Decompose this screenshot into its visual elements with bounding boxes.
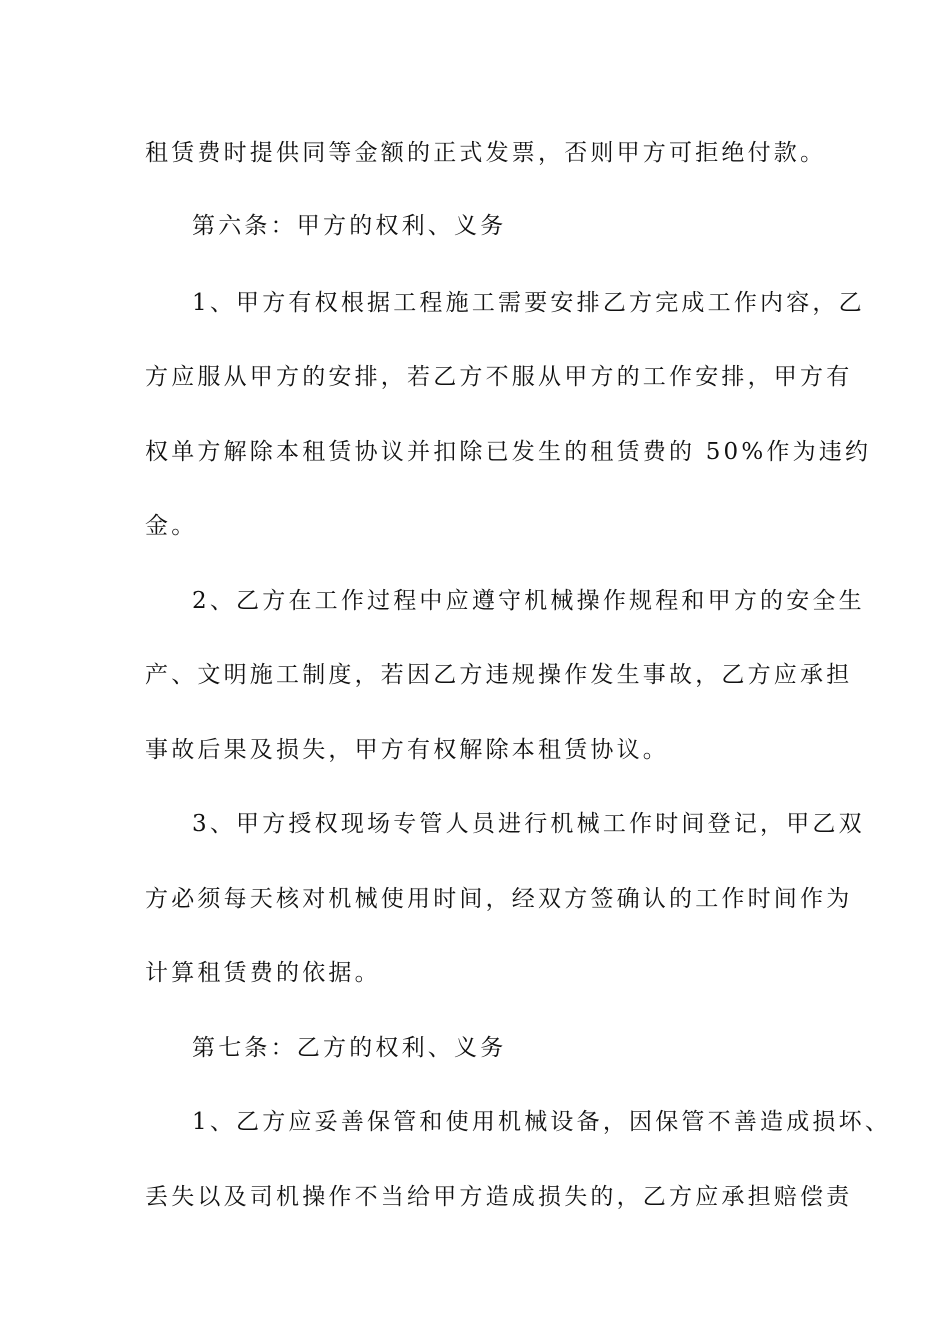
clause-text-line: 方必须每天核对机械使用时间，经双方签确认的工作时间作为 — [145, 886, 853, 912]
body-text-line: 租赁费时提供同等金额的正式发票，否则甲方可拒绝付款。 — [145, 140, 827, 166]
clause-text-line: 2、乙方在工作过程中应遵守机械操作规程和甲方的安全生 — [192, 588, 865, 614]
section-heading: 第七条：乙方的权利、义务 — [192, 1035, 507, 1061]
clause-text-line: 3、甲方授权现场专管人员进行机械工作时间登记，甲乙双 — [192, 811, 865, 837]
clause-text-line: 事故后果及损失，甲方有权解除本租赁协议。 — [145, 737, 669, 763]
clause-text-line: 1、乙方应妥善保管和使用机械设备，因保管不善造成损坏、 — [192, 1109, 892, 1135]
clause-text-line: 丢失以及司机操作不当给甲方造成损失的，乙方应承担赔偿责 — [145, 1184, 853, 1210]
clause-text-line: 方应服从甲方的安排，若乙方不服从甲方的工作安排，甲方有 — [145, 364, 853, 390]
clause-text-line: 权单方解除本租赁协议并扣除已发生的租赁费的 50%作为违约 — [145, 439, 872, 465]
section-heading: 第六条：甲方的权利、义务 — [192, 213, 507, 239]
clause-text-line: 计算租赁费的依据。 — [145, 960, 381, 986]
clause-text-line: 产、文明施工制度，若因乙方违规操作发生事故，乙方应承担 — [145, 662, 853, 688]
clause-text-line: 1、甲方有权根据工程施工需要安排乙方完成工作内容，乙 — [192, 290, 865, 316]
clause-text-line: 金。 — [145, 513, 198, 539]
